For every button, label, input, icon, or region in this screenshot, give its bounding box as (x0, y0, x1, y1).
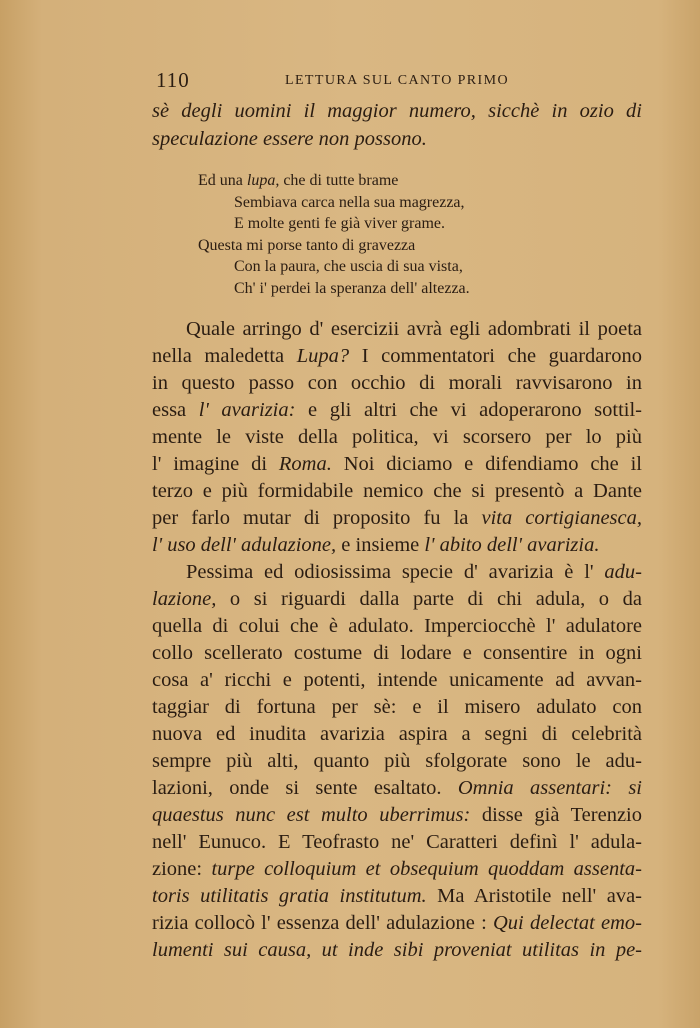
text-run: sempre più alti, quanto più sfolgorate sono le adu- (152, 750, 642, 772)
italic-text: l' abito dell' avarizia. (424, 534, 600, 556)
text-run: Ch' i' perdei la speranza dell' altezza. (234, 279, 470, 297)
italic-text: Lupa? (296, 345, 350, 367)
paragraph-line (152, 640, 642, 667)
text-run: lazioni, onde si sente esaltato. (152, 777, 458, 799)
paragraph-line (152, 856, 642, 883)
text-run: essa (152, 399, 199, 421)
text-run: E molte genti fe già viver grame. (234, 215, 446, 232)
paragraph-line (152, 775, 642, 802)
text-run: l' imagine di (152, 453, 279, 475)
verse-line (234, 256, 463, 277)
italic-text: sè degli uomini il maggior numero, sicchè in ozio di (152, 100, 642, 122)
text-run: taggiar di fortuna per sè: e il misero adulato con (152, 696, 642, 718)
paragraph-line (152, 451, 642, 478)
paragraph-line (152, 532, 642, 559)
italic-text: l' avarizia: (198, 399, 296, 421)
paragraph-line (152, 586, 642, 613)
text-run: zione: (152, 858, 212, 880)
text-run: o si riguardi dalla parte di chi adula, o da (216, 588, 642, 610)
text-line (152, 126, 642, 153)
text-run: Ed una (198, 172, 247, 189)
paragraph-line (152, 478, 642, 505)
text-run: mente le viste della politica, vi scorsero per lo più (152, 426, 642, 448)
verse-line (234, 278, 470, 299)
verse-line (198, 170, 398, 191)
page-number: 110 (156, 68, 190, 92)
italic-text: l' uso dell' adulazione, (152, 534, 337, 556)
italic-text: adu- (604, 561, 642, 583)
text-run: Noi diciamo e difendiamo che il (331, 453, 642, 475)
text-run: Questa mi porse tanto di gravezza (198, 236, 416, 254)
text-run: Ma Aristotile nell' ava- (426, 885, 642, 907)
text-run: nell' Eunuco. E Teofrasto ne' Caratteri definì l' adula- (152, 831, 642, 853)
text-run: Sembiava carca nella sua magrezza, (234, 193, 465, 211)
text-run: quella di colui che è adulato. Imperciocchè l' adulatore (152, 615, 642, 637)
text-run: e insieme (336, 534, 425, 556)
italic-text: Omnia assentari: si (457, 777, 642, 799)
paragraph-line (152, 937, 642, 964)
text-run: rizia collocò l' essenza dell' adulazione : (152, 912, 493, 934)
italic-text: Qui delectat emo- (493, 912, 642, 934)
paragraph-line (152, 505, 642, 532)
running-title: LETTURA SUL CANTO PRIMO (285, 73, 509, 88)
text-run: Con la paura, che uscia di sua vista, (234, 258, 463, 275)
paragraph-line (152, 829, 642, 856)
paragraph-line (152, 883, 642, 910)
paragraph-line (152, 802, 642, 829)
paragraph-line (152, 748, 642, 775)
text-run: che di tutte brame (279, 172, 399, 189)
text-run: in questo passo con occhio di morali ravvisarono in (152, 372, 642, 394)
text-run: nuova ed inudita avarizia aspira a segni di celebrità (152, 723, 642, 745)
paragraph-line (186, 559, 642, 586)
text-run: disse già Terenzio (470, 804, 642, 826)
italic-text: lazione, (152, 588, 217, 610)
text-run: per farlo mutar di proposito fu la (152, 507, 482, 529)
paragraph-line (186, 316, 642, 343)
text-run: terzo e più formidabile nemico che si presentò a Dante (152, 480, 642, 502)
verse-line (198, 235, 415, 256)
paragraph-line (152, 397, 642, 424)
italic-text: turpe colloquium et obsequium quoddam assenta- (211, 858, 643, 880)
italic-text: speculazione essere non possono. (152, 128, 427, 150)
italic-text: vita cortigianesca, (481, 507, 642, 529)
italic-text: quaestus nunc est multo uberrimus: (152, 804, 471, 826)
text-line (152, 98, 642, 125)
verse-line (234, 213, 445, 234)
italic-text: toris utilitatis gratia institutum. (152, 885, 427, 907)
text-run: collo scellerato costume di lodare e consentire in ogni (152, 642, 642, 664)
italic-text: lumenti sui causa, ut inde sibi proveniat utilitas in pe- (152, 939, 642, 961)
text-run: Pessima ed odiosissima specie d' avarizia è l' (186, 561, 605, 583)
text-run: e gli altri che vi adoperarono sottil- (295, 399, 643, 421)
verse-line (234, 192, 465, 213)
paragraph-line (152, 694, 642, 721)
text-run: I commentatori che guardarono (349, 345, 642, 367)
paragraph-line (152, 424, 642, 451)
paragraph-line (152, 343, 642, 370)
paragraph-line (152, 721, 642, 748)
page-header (152, 68, 642, 94)
paragraph-line (152, 667, 642, 694)
paragraph-line (152, 370, 642, 397)
paragraph-line (152, 910, 642, 937)
italic-text: lupa, (246, 172, 280, 189)
text-run: Quale arringo d' esercizii avrà egli adombrati il poeta (186, 318, 642, 340)
text-run: nella maledetta (152, 345, 297, 367)
italic-text: Roma. (278, 453, 332, 475)
paragraph-line (152, 613, 642, 640)
text-run: cosa a' ricchi e potenti, intende unicamente ad avvan- (152, 669, 642, 691)
